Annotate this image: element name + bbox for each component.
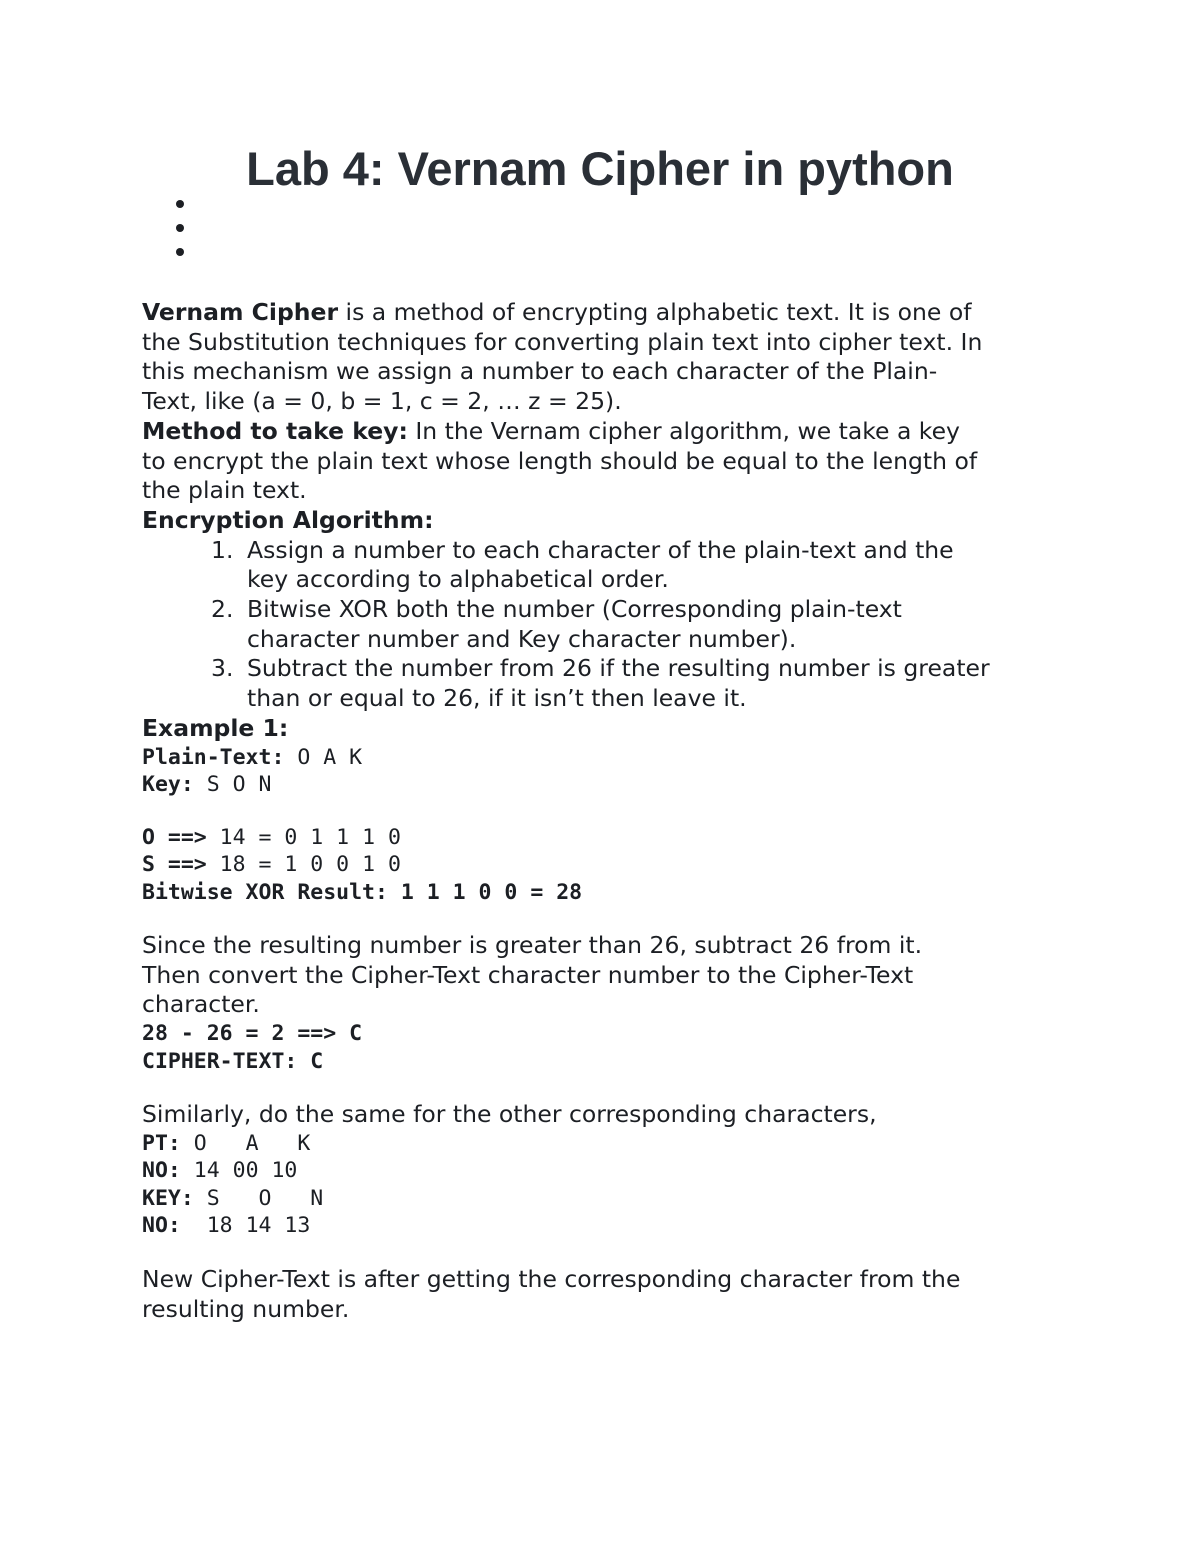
method-label: Method to take key:: [142, 416, 408, 445]
no-label: NO:: [142, 1213, 181, 1239]
pt-value: O A K: [180, 1130, 311, 1156]
intro-line-3: this mechanism we assign a number to each character of the Plain-: [142, 357, 938, 386]
since-paragraph: [142, 931, 1072, 1020]
closing-paragraph: [142, 1265, 1072, 1324]
step-line-1: Assign a number to each character of the plain-text and the: [247, 535, 954, 564]
spacer: [142, 799, 1072, 824]
key-value: S O N: [193, 1185, 324, 1211]
bullet-dot-icon: [176, 224, 184, 232]
example-heading: Example 1:: [142, 713, 289, 742]
method-line-3: the plain text.: [142, 476, 307, 505]
bullet-dot-icon: [176, 200, 184, 208]
bullet-dot-icon: [176, 248, 184, 256]
step-line-2: key according to alphabetical order.: [247, 565, 669, 594]
encryption-heading: Encryption Algorithm:: [142, 505, 434, 534]
closing-line-1: New Cipher-Text is after getting the corresponding character from the: [142, 1264, 961, 1293]
since-line-3: character.: [142, 990, 260, 1019]
key-label: KEY:: [142, 1185, 194, 1211]
mapping-block: [142, 1130, 1072, 1240]
cipher-text-result: CIPHER-TEXT: C: [142, 1048, 324, 1074]
s-value: 18 = 1 0 0 1 0: [206, 852, 401, 878]
list-item: [211, 535, 1072, 595]
key-value: S O N: [193, 772, 272, 798]
o-value: 14 = 0 1 1 1 0: [206, 824, 401, 850]
document-body: [142, 298, 1072, 1324]
cipher-calc-block: [142, 1020, 1072, 1075]
cipher-calculation: 28 - 26 = 2 ==> C: [142, 1021, 363, 1047]
list-item: [211, 654, 1072, 713]
no-label: NO:: [142, 1158, 181, 1184]
example-block: [142, 744, 1072, 799]
closing-line-2: resulting number.: [142, 1294, 350, 1323]
binary-block: [142, 824, 1072, 907]
xor-result: Bitwise XOR Result: 1 1 1 0 0 = 28: [142, 879, 583, 905]
o-label: O ==>: [142, 824, 207, 850]
since-line-2: Then convert the Cipher-Text character number to the Cipher-Text: [142, 960, 914, 989]
intro-paragraph: [142, 298, 1072, 417]
empty-bullet-list: [176, 200, 188, 272]
method-line-1: In the Vernam cipher algorithm, we take a key: [407, 416, 960, 445]
intro-line-4: Text, like (a = 0, b = 1, c = 2, … z = 25).: [142, 387, 622, 416]
s-label: S ==>: [142, 852, 207, 878]
step-line-1: Subtract the number from 26 if the resulting number is greater: [247, 654, 990, 683]
step-number: 1.: [211, 535, 234, 564]
spacer: [142, 1075, 1072, 1100]
intro-term: Vernam Cipher: [142, 298, 339, 326]
spacer: [142, 1240, 1072, 1265]
spacer: [142, 906, 1072, 931]
page-title: Lab 4: Vernam Cipher in python: [246, 142, 954, 195]
since-line-1: Since the resulting number is greater than 26, subtract 26 from it.: [142, 931, 923, 960]
plain-text-value: O A K: [284, 744, 363, 770]
no-value: 14 00 10: [180, 1158, 298, 1184]
encryption-steps: [142, 536, 1072, 714]
key-label: Key:: [142, 772, 194, 798]
intro-line-1: is a method of encrypting alphabetic text. It is one of: [338, 298, 972, 326]
step-line-1: Bitwise XOR both the number (Corresponding plain-text: [247, 595, 902, 624]
intro-line-2: the Substitution techniques for converting plain text into cipher text. In: [142, 327, 983, 356]
method-line-2: to encrypt the plain text whose length should be equal to the length of: [142, 446, 978, 475]
list-item: [211, 595, 1072, 654]
similarly-paragraph: Similarly, do the same for the other corresponding characters,: [142, 1100, 877, 1129]
pt-label: PT:: [142, 1130, 181, 1156]
step-number: 2.: [211, 595, 234, 624]
step-number: 3.: [211, 654, 234, 683]
no-value: 18 14 13: [180, 1213, 311, 1239]
plain-text-label: Plain-Text:: [142, 744, 285, 770]
step-line-2: character number and Key character number).: [247, 624, 797, 653]
method-paragraph: [142, 417, 1072, 506]
step-line-2: than or equal to 26, if it isn’t then leave it.: [247, 684, 747, 713]
